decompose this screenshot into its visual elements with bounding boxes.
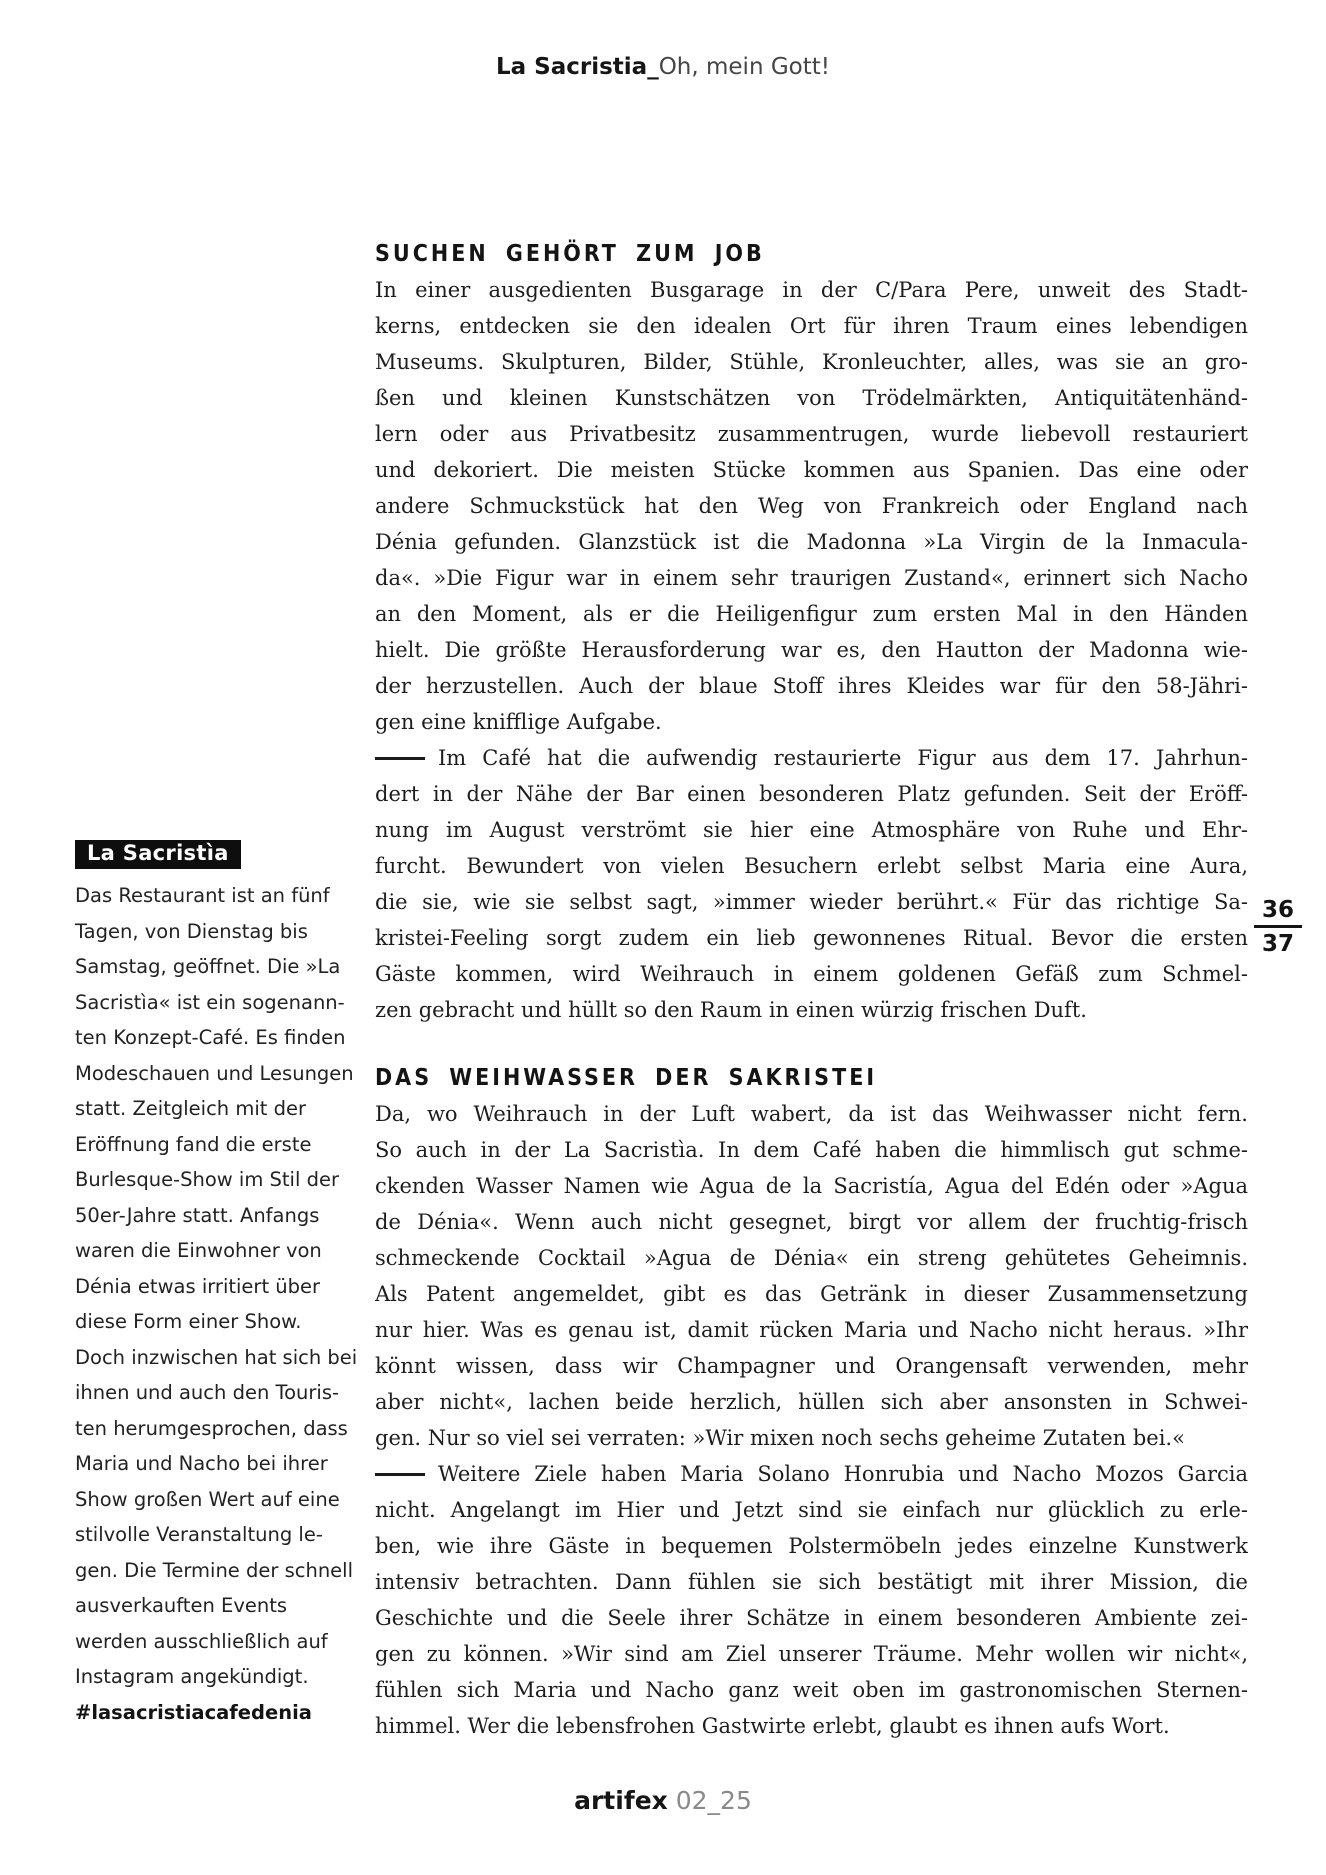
body-line: kerns, entdecken sie den idealen Ort für ihren Traum eines lebendigen <box>375 314 1248 338</box>
body-line: gen eine knifflige Aufgabe. <box>375 710 662 734</box>
sidebar-text-line: ten herumgesprochen, dass <box>75 1416 348 1440</box>
body-line: kristei-Feeling sorgt zudem ein lieb gewonnenes Ritual. Bevor die ersten <box>375 926 1248 950</box>
sidebar-text-line: Tagen, von Dienstag bis <box>75 919 308 943</box>
body-line: andere Schmuckstück hat den Weg von Frankreich oder England nach <box>375 494 1248 518</box>
section-heading: SUCHEN GEHÖRT ZUM JOB <box>375 241 765 267</box>
body-line: nung im August verströmt sie hier eine Atmosphäre von Ruhe und Ehr- <box>375 818 1248 842</box>
body-line: hielt. Die größte Herausforderung war es, den Hautton der Madonna wie- <box>375 638 1248 662</box>
sidebar-text-line: Doch inzwischen hat sich bei <box>75 1345 358 1369</box>
footer-issue: 02_25 <box>675 1786 752 1815</box>
sidebar-text-line: Eröffnung fand die erste <box>75 1132 312 1156</box>
body-line: de Dénia«. Wenn auch nicht gesegnet, birgt vor allem der fruchtig-frisch <box>375 1210 1248 1234</box>
body-line: schmeckende Cocktail »Agua de Dénia« ein streng gehütetes Geheimnis. <box>375 1246 1248 1270</box>
body-line: furcht. Bewundert von vielen Besuchern erlebt selbst Maria eine Aura, <box>375 854 1248 878</box>
paragraph-dash-rule <box>375 757 425 760</box>
body-line: Gäste kommen, wird Weihrauch in einem goldenen Gefäß zum Schmel- <box>375 962 1248 986</box>
sidebar-label: La Sacristìa <box>75 840 241 869</box>
body-line: gen zu können. »Wir sind am Ziel unserer Träume. Mehr wollen wir nicht«, <box>375 1642 1248 1666</box>
body-line: die sie, wie sie selbst sagt, »immer wieder berührt.« Für das richtige Sa- <box>375 890 1248 914</box>
sidebar-text-line: Show großen Wert auf eine <box>75 1487 340 1511</box>
sidebar-text-line: statt. Zeitgleich mit der <box>75 1097 307 1120</box>
body-line: Weitere Ziele haben Maria Solano Honrubia und Nacho Mozos Garcia <box>375 1456 1248 1492</box>
page-footer <box>0 1786 1326 1816</box>
body-line: fühlen sich Maria und Nacho ganz weit oben im gastronomischen Sternen- <box>375 1678 1248 1702</box>
body-line: zen gebracht und hüllt so den Raum in einen würzig frischen Duft. <box>375 998 1087 1022</box>
sidebar-text-line: Dénia etwas irritiert über <box>75 1274 321 1298</box>
body-line: dert in der Nähe der Bar einen besonderen Platz gefunden. Seit der Eröff- <box>375 782 1248 806</box>
body-line: an den Moment, als er die Heiligenfigur zum ersten Mal in den Händen <box>375 602 1248 626</box>
sidebar-text-line: stilvolle Veranstaltung le- <box>75 1523 323 1546</box>
body-line: Geschichte und die Seele ihrer Schätze in einem besonderen Ambiente zei- <box>375 1606 1248 1630</box>
sidebar-lines <box>75 878 371 1695</box>
body-line: Museums. Skulpturen, Bilder, Stühle, Kronleuchter, alles, was sie an gro- <box>375 350 1248 374</box>
sidebar-text-line: Instagram angekündigt. <box>75 1665 309 1688</box>
sidebar-text-line: werden ausschließlich auf <box>75 1629 328 1653</box>
paragraph-dash-rule <box>375 1473 425 1476</box>
footer-brand: artifex <box>574 1786 668 1815</box>
body-line: könnt wissen, dass wir Champagner und Orangensaft verwenden, mehr <box>375 1354 1248 1378</box>
body-line: ben, wie ihre Gäste in bequemen Polstermöbeln jedes einzelne Kunstwerk <box>375 1534 1248 1558</box>
body-line: intensiv betrachten. Dann fühlen sie sich bestätigt mit ihrer Mission, die <box>375 1570 1248 1594</box>
sidebar-text-line: gen. Die Termine der schnell <box>75 1558 354 1582</box>
section-heading: DAS WEIHWASSER DER SAKRISTEI <box>375 1065 878 1091</box>
sidebar-text-line: Modeschauen und Lesungen <box>75 1061 354 1085</box>
body-line: gen. Nur so viel sei verraten: »Wir mixen noch sechs geheime Zutaten bei.« <box>375 1426 1185 1450</box>
body-line: So auch in der La Sacristìa. In dem Café haben die himmlisch gut schme- <box>375 1138 1248 1162</box>
body-line: Dénia gefunden. Glanzstück ist die Madonna »La Virgin de la Inmacula- <box>375 530 1248 554</box>
body-line: ßen und kleinen Kunstschätzen von Trödelmärkten, Antiquitätenhänd- <box>375 386 1248 410</box>
body-line: In einer ausgedienten Busgarage in der C/Para Pere, unweit des Stadt- <box>375 278 1248 302</box>
body-line: Da, wo Weihrauch in der Luft wabert, da ist das Weihwasser nicht fern. <box>375 1102 1248 1126</box>
sidebar-text-line: 50er-Jahre statt. Anfangs <box>75 1203 320 1227</box>
page-number-block <box>1254 898 1302 956</box>
body-line: aber nicht«, lachen beide herzlich, hüllen sich aber ansonsten in Schwei- <box>375 1390 1248 1414</box>
sidebar-text-line: Das Restaurant ist an fünf <box>75 884 330 907</box>
body-line: himmel. Wer die lebensfrohen Gastwirte erlebt, glaubt es ihnen aufs Wort. <box>375 1714 1170 1738</box>
body-line: da«. »Die Figur war in einem sehr traurigen Zustand«, erinnert sich Nacho <box>375 566 1248 590</box>
sidebar-text-line: Burlesque-Show im Stil der <box>75 1168 339 1191</box>
page-number-bottom: 37 <box>1261 931 1294 957</box>
sidebar-text-line: ten Konzept-Café. Es finden <box>75 1026 346 1049</box>
article-column <box>375 236 1248 1744</box>
body-line: nur hier. Was es genau ist, damit rücken Maria und Nacho nicht heraus. »Ihr <box>375 1318 1248 1342</box>
body-line: ckenden Wasser Namen wie Agua de la Sacristía, Agua del Edén oder »Agua <box>375 1174 1248 1198</box>
sidebar-text-line: Sacristìa« ist ein sogenann- <box>75 990 345 1014</box>
body-line: und dekoriert. Die meisten Stücke kommen aus Spanien. Das eine oder <box>375 458 1248 482</box>
sidebar-text-line: Samstag, geöffnet. Die »La <box>75 955 341 978</box>
sidebar-hashtag: #lasacristiacafedenia <box>75 1700 312 1724</box>
page-header <box>0 52 1326 82</box>
header-title-light: Oh, mein Gott! <box>658 54 830 80</box>
body-line: der herzustellen. Auch der blaue Stoff ihres Kleides war für den 58-Jähri- <box>375 674 1248 698</box>
body-line: Als Patent angemeldet, gibt es das Getränk in dieser Zusammensetzung <box>375 1282 1248 1306</box>
sidebar-text-line: Maria und Nacho bei ihrer <box>75 1452 328 1475</box>
body-line: Im Café hat die aufwendig restaurierte Figur aus dem 17. Jahrhun- <box>375 740 1248 776</box>
header-title-bold: La Sacristia_ <box>495 54 659 80</box>
body-line: nicht. Angelangt im Hier und Jetzt sind sie einfach nur glücklich zu erle- <box>375 1498 1248 1522</box>
sidebar <box>75 840 371 1730</box>
sidebar-text-line: ihnen und auch den Touris- <box>75 1381 340 1404</box>
sidebar-text-line: waren die Einwohner von <box>75 1239 322 1262</box>
body-line: lern oder aus Privatbesitz zusammentrugen, wurde liebevoll restauriert <box>375 422 1248 446</box>
page-number-top: 36 <box>1254 898 1302 928</box>
sidebar-text-line: ausverkauften Events <box>75 1594 288 1617</box>
sidebar-text-line: diese Form einer Show. <box>75 1310 302 1333</box>
